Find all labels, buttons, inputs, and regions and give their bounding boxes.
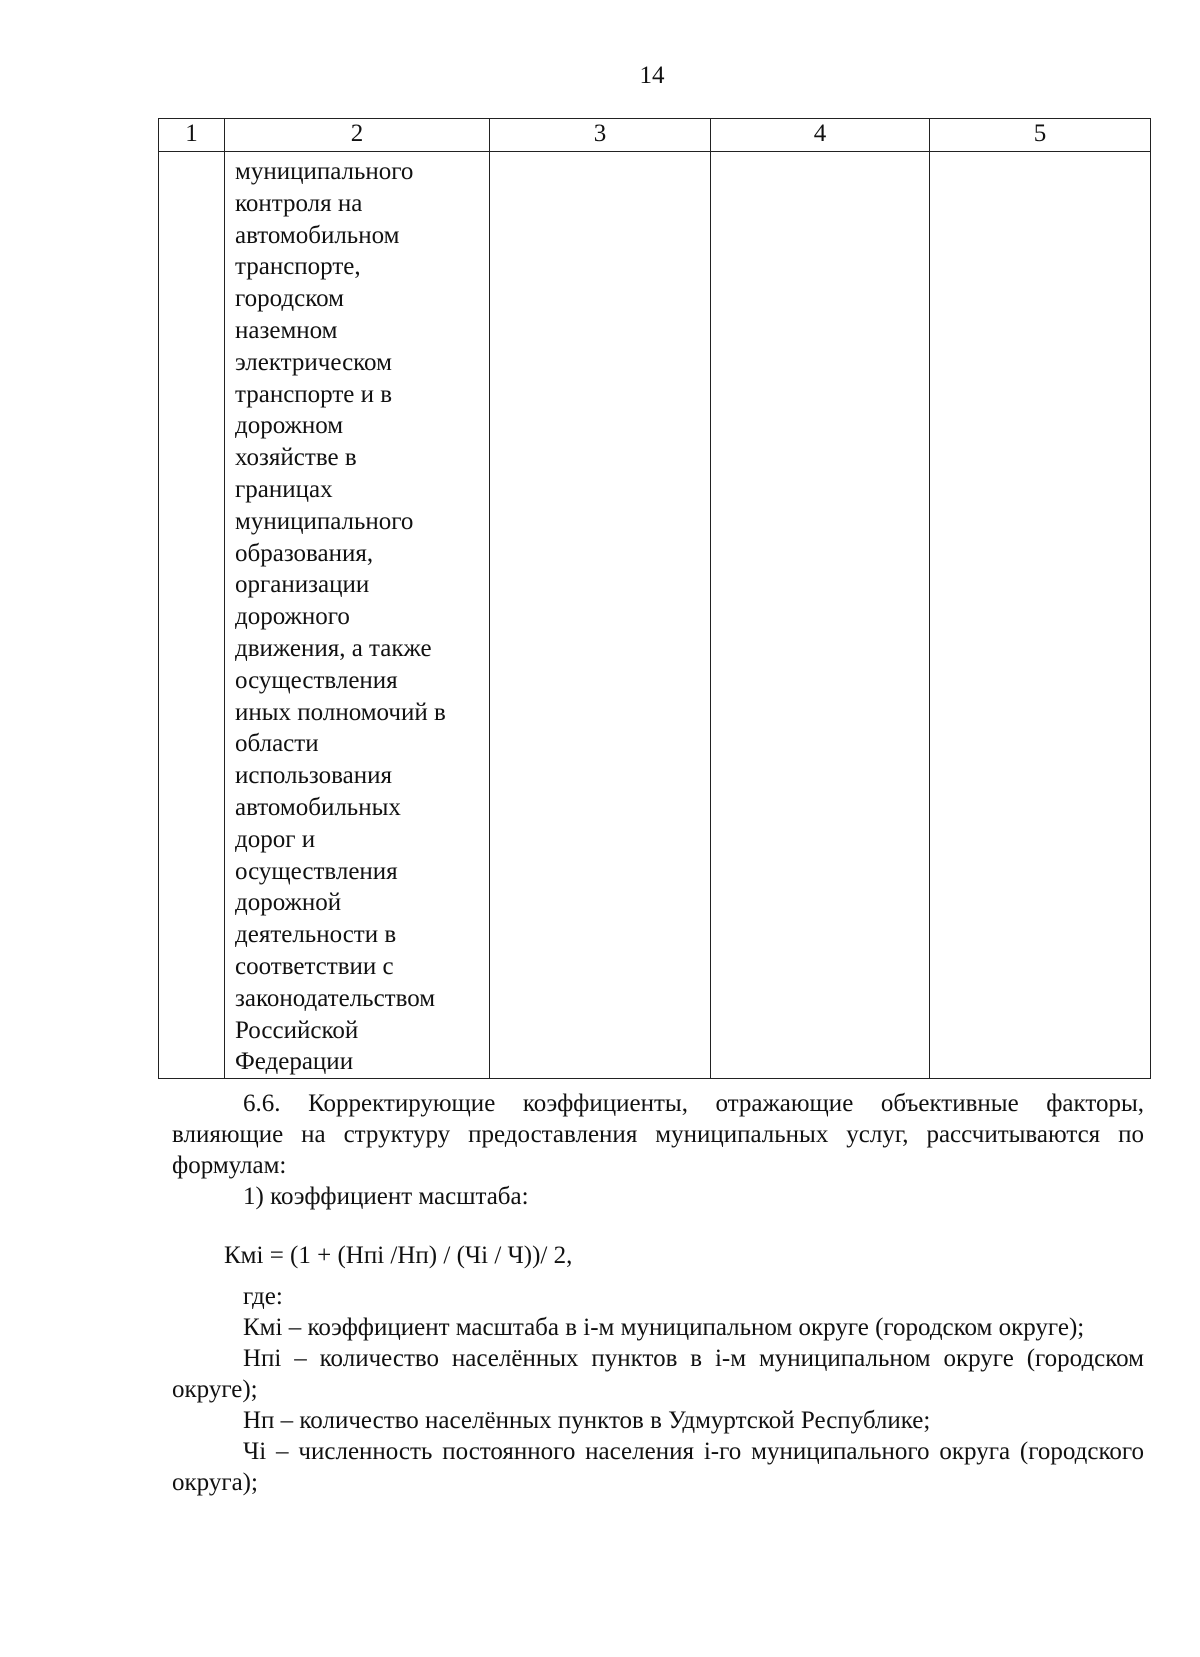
continuation-table [158, 118, 1151, 1079]
where-label: где: [243, 1283, 283, 1310]
definition-np: Нп – количество населённых пунктов в Удмуртской Республике; [243, 1407, 931, 1434]
table-cell-col2 [225, 152, 490, 1079]
table-cell-col3 [490, 152, 711, 1079]
page-number: 14 [639, 62, 665, 89]
column-header-2: 2 [225, 119, 490, 152]
formula-km: Кмi = (1 + (Нпi /Нп) / (Чi / Ч))/ 2, [224, 1242, 573, 1269]
cell-text-description: муниципального контроля на автомобильном транспорте, городском наземном электрическом транспорте и в дорожном хозяйстве в границах муниципального образования, организации дорожного движения, а также осуществления иных полномочий в области использования автомобильных дорог и осуществления дорожной деятельности в соответствии с законодательством Российской Федерации [235, 158, 446, 1076]
column-header-1: 1 [159, 119, 225, 152]
definition-km: Кмi – коэффициент масштаба в i-м муниципальном округе (городском округе); [243, 1314, 1085, 1341]
definition-npi: Нпi – количество населённых пунктов в i-м муниципальном округе (городском округе); [172, 1345, 1144, 1403]
table-row [159, 152, 1151, 1079]
table-cell-col1 [159, 152, 225, 1079]
table-cell-col4 [711, 152, 930, 1079]
paragraph-6-6: 6.6. Корректирующие коэффициенты, отражающие объективные факторы, влияющие на структуру предоставления муниципальных услуг, рассчитываются по формулам: [172, 1090, 1144, 1179]
table-cell-col5 [930, 152, 1151, 1079]
definition-chi: Чi – численность постоянного населения i-го муниципального округа (городского округа); [172, 1438, 1144, 1496]
column-header-3: 3 [490, 119, 711, 152]
item-scale-coefficient: 1) коэффициент масштаба: [243, 1183, 529, 1210]
column-header-5: 5 [930, 119, 1151, 152]
table-header-row [159, 119, 1151, 152]
body-text [172, 1088, 1144, 1498]
column-header-4: 4 [711, 119, 930, 152]
